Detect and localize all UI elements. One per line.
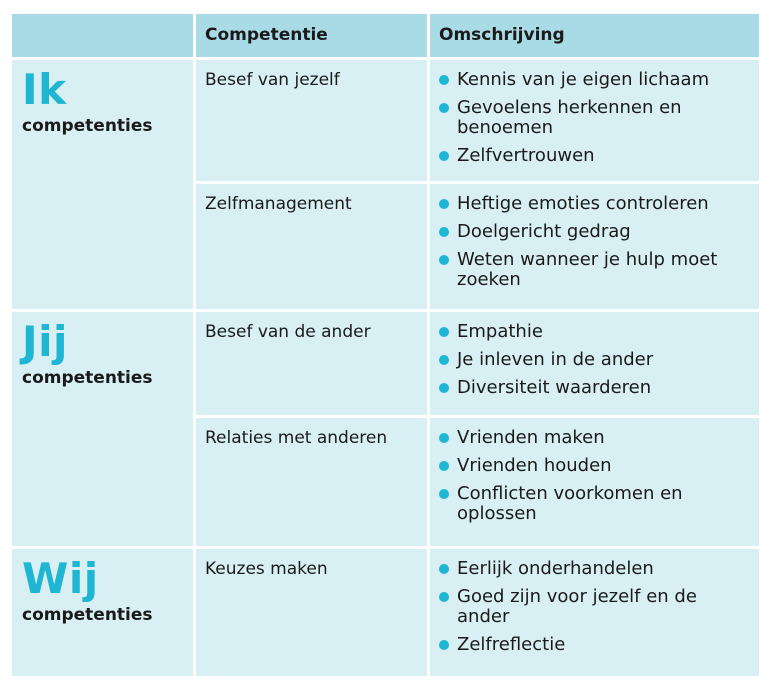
group-title: Ik bbox=[22, 65, 67, 114]
list-item-text: Weten wanneer je hulp moet zoeken bbox=[457, 249, 718, 290]
bullet-dot-icon bbox=[439, 75, 449, 85]
header-competentie: Competentie bbox=[196, 14, 427, 57]
competentie-cell: Besef van jezelf bbox=[196, 60, 427, 181]
omschrijving-cell bbox=[430, 418, 759, 546]
bullet-dot-icon bbox=[439, 103, 449, 113]
group-subtitle: competenties bbox=[22, 605, 153, 625]
bullet-dot-icon bbox=[439, 355, 449, 365]
bullet-list bbox=[439, 322, 751, 398]
list-item-text: Goed zijn voor jezelf en de ander bbox=[457, 586, 697, 627]
group-ik bbox=[12, 60, 193, 309]
omschrijving-cell bbox=[430, 184, 759, 309]
bullet-dot-icon bbox=[439, 227, 449, 237]
competencies-table bbox=[12, 14, 759, 675]
competentie-cell: Relaties met anderen bbox=[196, 418, 427, 546]
bullet-list bbox=[439, 70, 751, 166]
list-item-text: Conflicten voorkomen en oplossen bbox=[457, 483, 683, 524]
list-item bbox=[439, 350, 751, 370]
list-item-text: Zelfvertrouwen bbox=[457, 145, 595, 166]
header-empty-cell bbox=[12, 14, 193, 57]
omschrijving-cell bbox=[430, 60, 759, 181]
list-item bbox=[439, 378, 751, 398]
bullet-dot-icon bbox=[439, 433, 449, 443]
group-title: Jij bbox=[22, 317, 68, 366]
list-item bbox=[439, 559, 751, 579]
competentie-cell: Keuzes maken bbox=[196, 549, 427, 676]
list-item-text: Vrienden maken bbox=[457, 427, 605, 448]
list-item bbox=[439, 70, 751, 90]
list-item-text: Zelfreflectie bbox=[457, 634, 566, 655]
list-item bbox=[439, 146, 751, 166]
group-subtitle: competenties bbox=[22, 116, 153, 136]
list-item-text: Vrienden houden bbox=[457, 455, 612, 476]
list-item bbox=[439, 194, 751, 214]
list-item bbox=[439, 428, 751, 448]
competentie-cell: Zelfmanagement bbox=[196, 184, 427, 309]
list-item-text: Je inleven in de ander bbox=[457, 349, 654, 370]
group-jij bbox=[12, 312, 193, 546]
bullet-dot-icon bbox=[439, 461, 449, 471]
group-subtitle: competenties bbox=[22, 368, 153, 388]
list-item bbox=[439, 484, 751, 524]
bullet-list bbox=[439, 559, 751, 655]
bullet-list bbox=[439, 194, 751, 290]
list-item bbox=[439, 222, 751, 242]
list-item bbox=[439, 587, 751, 627]
bullet-dot-icon bbox=[439, 255, 449, 265]
bullet-dot-icon bbox=[439, 564, 449, 574]
list-item-text: Diversiteit waarderen bbox=[457, 377, 652, 398]
list-item-text: Empathie bbox=[457, 321, 543, 342]
list-item-text: Eerlijk onderhandelen bbox=[457, 558, 654, 579]
omschrijving-cell bbox=[430, 312, 759, 415]
omschrijving-cell bbox=[430, 549, 759, 676]
list-item bbox=[439, 98, 751, 138]
bullet-dot-icon bbox=[439, 383, 449, 393]
list-item-text: Gevoelens herkennen en benoemen bbox=[457, 97, 682, 138]
header-omschrijving: Omschrijving bbox=[430, 14, 759, 57]
bullet-dot-icon bbox=[439, 640, 449, 650]
bullet-dot-icon bbox=[439, 151, 449, 161]
bullet-dot-icon bbox=[439, 592, 449, 602]
bullet-dot-icon bbox=[439, 327, 449, 337]
list-item-text: Heftige emoties controleren bbox=[457, 193, 709, 214]
list-item bbox=[439, 456, 751, 476]
group-wij bbox=[12, 549, 193, 676]
list-item-text: Doelgericht gedrag bbox=[457, 221, 631, 242]
list-item bbox=[439, 635, 751, 655]
competentie-cell: Besef van de ander bbox=[196, 312, 427, 415]
group-title: Wij bbox=[22, 554, 99, 603]
bullet-dot-icon bbox=[439, 199, 449, 209]
bullet-dot-icon bbox=[439, 489, 449, 499]
list-item-text: Kennis van je eigen lichaam bbox=[457, 69, 710, 90]
bullet-list bbox=[439, 428, 751, 524]
list-item bbox=[439, 250, 751, 290]
list-item bbox=[439, 322, 751, 342]
